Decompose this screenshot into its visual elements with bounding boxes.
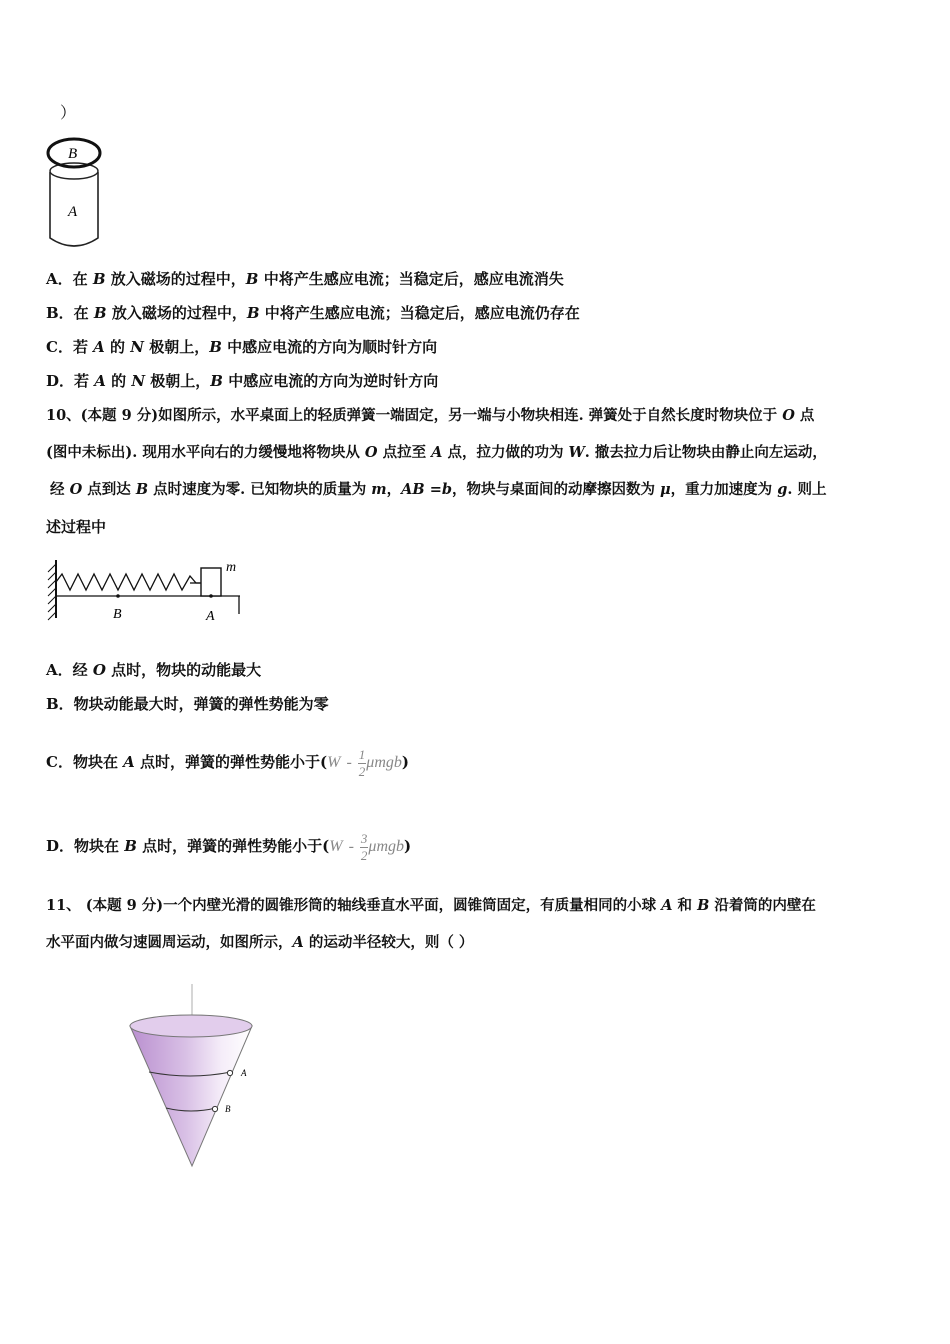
cone-label-b: B	[225, 1104, 231, 1114]
q10-stem-line3: 经 O 点到达 B 点时速度为零. 已知物块的质量为 m，AB =b，物块与桌面间的动摩擦因数为 μ，重力加速度为 g. 则上	[50, 481, 827, 498]
ring-cylinder-figure	[44, 134, 108, 254]
point-label-a: A	[206, 609, 215, 624]
q10-stem-line1: 10、(本题 9 分)如图所示，水平桌面上的轻质弹簧一端固定，另一端与小物块相连. 弹簧处于自然长度时物块位于 O 点	[46, 407, 815, 424]
cone-label-a: A	[241, 1068, 247, 1078]
fraction-d: $\frac{3}{2}$	[360, 830, 368, 863]
q11-stem-line1: 11、 (本题 9 分)一个内壁光滑的圆锥形筒的轴线垂直水平面，圆锥筒固定，有质量相同的小球 A 和 B 沿着筒的内壁在	[46, 897, 816, 914]
q10-option-d: D．物块在 B 点时，弹簧的弹性势能小于(W - $\frac{3}{2}$ μmgb)	[46, 821, 411, 872]
q9-option-c: C．若 A 的 N 极朝上，B 中感应电流的方向为顺时针方向	[46, 338, 438, 356]
q10-stem-line4: 述过程中	[46, 518, 107, 536]
ring-label-b: B	[68, 146, 78, 162]
fraction-c: $\frac{1}{2}$	[358, 746, 366, 779]
q9-option-d: D．若 A 的 N 极朝上，B 中感应电流的方向为逆时针方向	[46, 372, 439, 390]
spring-figure	[40, 556, 250, 630]
block-label-m: m	[226, 560, 237, 575]
q9-option-b: B．在 B 放入磁场的过程中，B 中将产生感应电流；当稳定后，感应电流仍存在	[46, 304, 580, 322]
cylinder-label-a: A	[68, 204, 78, 220]
cone-figure	[120, 980, 270, 1172]
top-paren: ）	[60, 103, 77, 122]
q11-stem-line2: 水平面内做匀速圆周运动，如图所示，A 的运动半径较大，则（ ）	[46, 934, 474, 951]
q10-option-b: B．物块动能最大时，弹簧的弹性势能为零	[46, 695, 329, 713]
point-label-b: B	[113, 607, 122, 622]
formula-c: W - $\frac{1}{2}$ μmgb	[327, 746, 402, 779]
q10-option-a: A．经 O 点时，物块的动能最大	[46, 661, 262, 679]
block	[201, 568, 221, 596]
q10-option-c: C．物块在 A 点时，弹簧的弹性势能小于(W - $\frac{1}{2}$ μmgb)	[46, 737, 409, 788]
formula-d: W - $\frac{3}{2}$ μmgb	[329, 830, 404, 863]
q9-option-a: A．在 B 放入磁场的过程中，B 中将产生感应电流；当稳定后，感应电流消失	[46, 270, 564, 288]
q10-stem-line2: (图中未标出). 现用水平向右的力缓慢地将物块从 O 点拉至 A 点，拉力做的功为 W. 撤去拉力后让物块由静止向左运动，	[46, 444, 827, 461]
